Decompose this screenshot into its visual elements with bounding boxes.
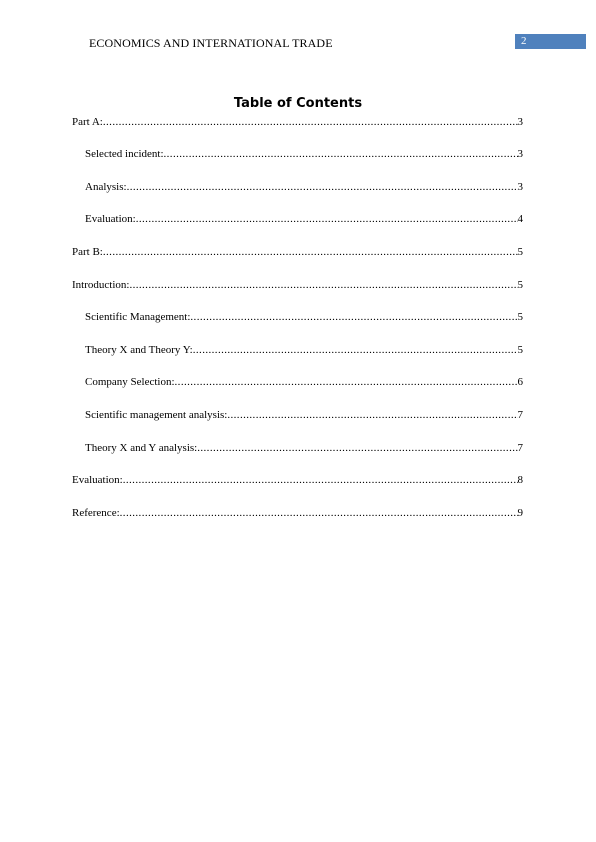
toc-entry-page: 5 xyxy=(517,246,523,258)
toc-entry-theory-x-y[interactable] xyxy=(85,343,523,357)
toc-entry-label: Part A: xyxy=(72,116,103,128)
toc-entry-page: 3 xyxy=(517,116,523,128)
toc-dot-leader xyxy=(103,245,518,259)
toc-entry-label: Reference: xyxy=(72,507,120,519)
toc-entry-label: Selected incident: xyxy=(85,148,164,160)
toc-entry-part-b[interactable] xyxy=(72,245,523,259)
header-title: ECONOMICS AND INTERNATIONAL TRADE xyxy=(89,36,333,50)
toc-dot-leader xyxy=(136,212,518,226)
toc-dot-leader xyxy=(127,180,518,194)
toc-entry-introduction[interactable] xyxy=(72,278,523,292)
toc-dot-leader xyxy=(197,441,517,455)
toc-dot-leader xyxy=(123,473,518,487)
toc-entry-label: Analysis: xyxy=(85,181,127,193)
toc-entry-scientific-management[interactable] xyxy=(85,310,523,324)
toc-entry-label: Evaluation: xyxy=(85,213,136,225)
toc-entry-label: Introduction: xyxy=(72,279,130,291)
toc-entry-page: 9 xyxy=(517,507,523,519)
toc-entry-label: Scientific management analysis: xyxy=(85,409,228,421)
toc-entry-page: 3 xyxy=(517,148,523,160)
toc-entry-label: Theory X and Y analysis: xyxy=(85,442,198,454)
toc-dot-leader xyxy=(190,310,517,324)
toc-dot-leader xyxy=(227,408,517,422)
toc-entry-label: Part B: xyxy=(72,246,103,258)
toc-title: Table of Contents xyxy=(233,96,363,111)
toc-entry-page: 7 xyxy=(517,409,523,421)
toc-entry-theory-x-y-analysis[interactable] xyxy=(85,441,523,455)
toc-entry-page: 5 xyxy=(517,311,523,323)
toc-entry-scientific-management-analysis[interactable] xyxy=(85,408,523,422)
toc-entry-page: 5 xyxy=(517,344,523,356)
toc-entry-label: Theory X and Theory Y: xyxy=(85,344,193,356)
toc-dot-leader xyxy=(120,506,518,520)
toc-entry-page: 8 xyxy=(517,474,523,486)
page-number-badge: 2 xyxy=(515,34,586,49)
toc-entry-label: Evaluation: xyxy=(72,474,123,486)
toc-entry-selected-incident[interactable] xyxy=(85,147,523,161)
toc-entry-evaluation[interactable] xyxy=(72,473,523,487)
toc-dot-leader xyxy=(103,115,518,129)
toc-entry-evaluation-part-a[interactable] xyxy=(85,212,523,226)
toc-entry-page: 6 xyxy=(517,376,523,388)
toc-entry-page: 5 xyxy=(517,279,523,291)
toc-entry-page: 7 xyxy=(517,442,523,454)
toc-dot-leader xyxy=(175,375,518,389)
toc-dot-leader xyxy=(164,147,518,161)
toc-entry-page: 3 xyxy=(517,181,523,193)
toc-entry-reference[interactable] xyxy=(72,506,523,520)
toc-dot-leader xyxy=(129,278,517,292)
toc-entry-company-selection[interactable] xyxy=(85,375,523,389)
toc-entry-label: Company Selection: xyxy=(85,376,175,388)
toc-entry-page: 4 xyxy=(517,213,523,225)
toc-entry-analysis[interactable] xyxy=(85,180,523,194)
toc-dot-leader xyxy=(193,343,518,357)
toc-entry-part-a[interactable] xyxy=(72,115,523,129)
toc-entry-label: Scientific Management: xyxy=(85,311,191,323)
